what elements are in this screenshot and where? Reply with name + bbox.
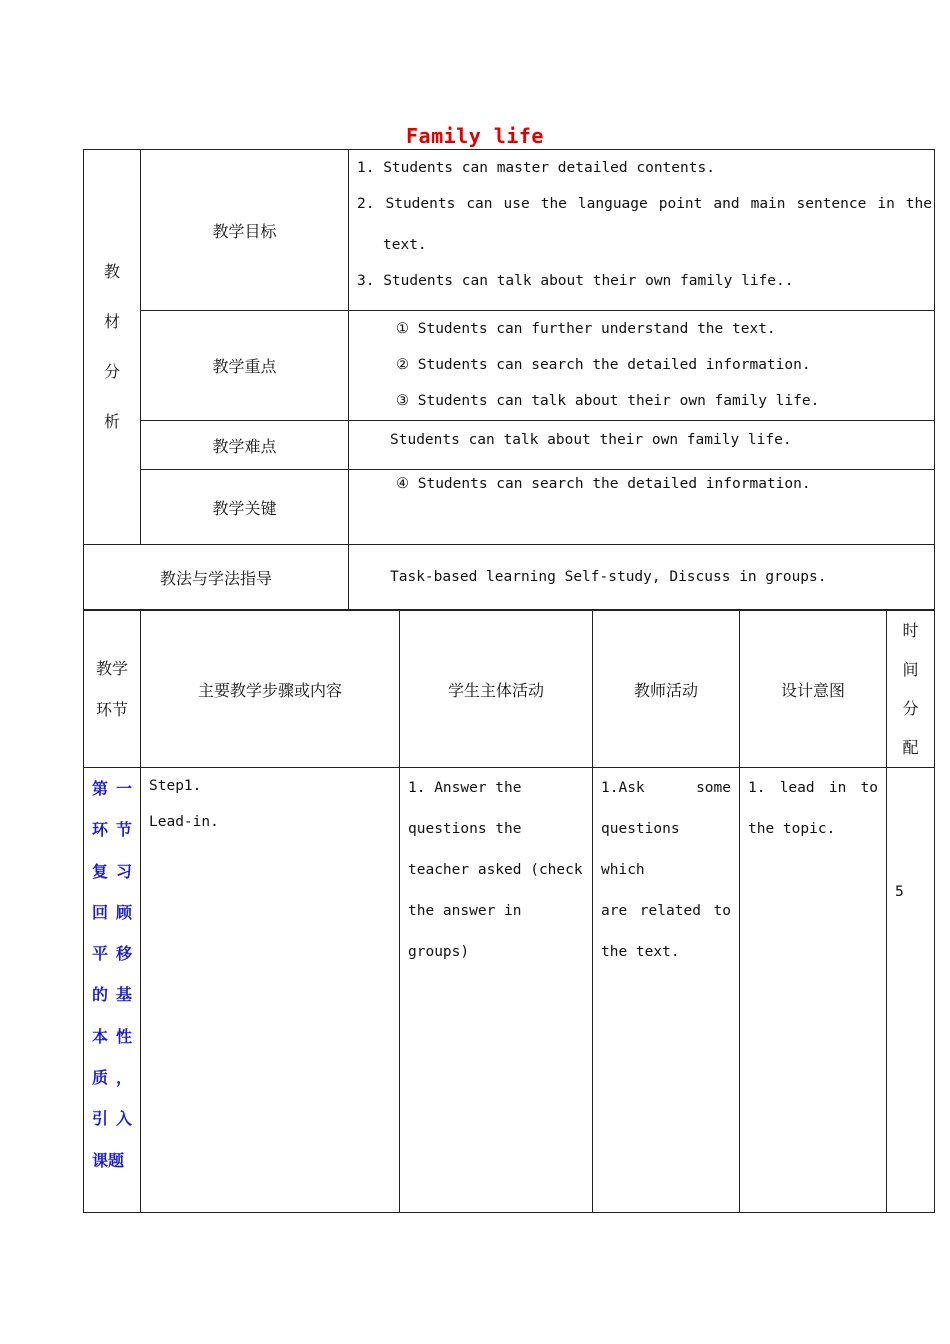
difficult-text: Students can talk about their own family life. (349, 421, 935, 470)
stage-label-char: 平 (92, 944, 109, 964)
stage-label-char: 第 (92, 779, 109, 798)
method-label: 教法与学法指导 (84, 545, 349, 610)
intent-line: the topic. (748, 821, 836, 837)
stage-label-char: 移 (115, 944, 132, 964)
stage-label-char: 一 (115, 779, 132, 798)
header-steps: 主要教学步骤或内容 (141, 611, 400, 768)
method-text: Task-based learning Self-study, Discuss in groups. (349, 545, 935, 610)
key-points (349, 311, 935, 421)
stage-label-char: 引 (92, 1109, 109, 1129)
stage-label-char: 顾 (115, 902, 132, 922)
goal-item: 3. Students can talk about their own family life.. (357, 273, 794, 289)
side-char: 教 (103, 262, 120, 281)
goal-item: 1. Students can master detailed contents. (357, 160, 715, 176)
process-table (83, 610, 935, 1213)
stage-label-char: 性 (115, 1026, 132, 1046)
goal-list (349, 150, 935, 311)
side-char: 材 (103, 312, 120, 331)
key-point: ② Students can search the detailed information. (396, 357, 811, 373)
page-title: Family life (406, 124, 544, 148)
stage1-label (84, 768, 141, 1213)
stage-label-char: 课题 (92, 1150, 125, 1170)
stage-label-row (92, 933, 132, 974)
key-point: ① Students can further understand the text. (396, 321, 776, 337)
student-line: 1. Answer the (408, 780, 522, 796)
goal-label: 教学目标 (141, 150, 349, 311)
goal-item-continued: text. (383, 237, 427, 253)
header-teacher: 教师活动 (593, 611, 740, 768)
teacher-line: questions which (601, 821, 680, 878)
crux-text: ④ Students can search the detailed information. (349, 470, 935, 545)
crux-label: 教学关键 (141, 470, 349, 545)
header-intent: 设计意图 (740, 611, 887, 768)
stage-label-char: 复 (92, 861, 109, 881)
header-student: 学生主体活动 (400, 611, 593, 768)
stage-label-char: 入 (115, 1109, 132, 1129)
teacher-line: the text. (601, 944, 680, 960)
stage-label-char: 基 (115, 985, 132, 1005)
stage-label-row (92, 1016, 132, 1057)
stage-label-char: ， (115, 1068, 132, 1088)
stage-label-row (92, 1057, 132, 1098)
teacher-line: 1.Ask some (601, 780, 731, 796)
side-char: 分 (103, 362, 120, 381)
stage-label-row (92, 851, 132, 892)
stage-label-row (92, 974, 132, 1015)
stage-label-row (92, 809, 132, 850)
stage-label-char: 的 (92, 985, 109, 1005)
student-line: groups) (408, 944, 470, 960)
stage1-intent (740, 768, 887, 1213)
stage-label-row (92, 1098, 132, 1139)
stage1-student (400, 768, 593, 1213)
stage-label-char: 环 (92, 820, 109, 840)
stage1-teacher (593, 768, 740, 1213)
stage-label-row (92, 892, 132, 933)
key-point: ③ Students can talk about their own family life. (396, 393, 820, 409)
student-line: questions the (408, 821, 522, 837)
step-line: Lead-in. (149, 814, 219, 830)
stage-label-char: 质 (92, 1068, 109, 1088)
student-line: teacher asked (check (408, 862, 583, 878)
step-line: Step1. (149, 778, 202, 794)
analysis-side-label (84, 150, 141, 545)
side-char: 析 (103, 412, 120, 431)
stage-label-char: 本 (92, 1026, 109, 1046)
stage-label-row (92, 768, 132, 809)
stage1-steps (141, 768, 400, 1213)
goal-item: 2. Students can use the language point and main sentence in the (357, 196, 932, 212)
intent-line: 1. lead in to (748, 780, 878, 796)
key-label: 教学重点 (141, 311, 349, 421)
stage-label-char: 回 (92, 902, 109, 922)
analysis-table (83, 149, 935, 610)
header-time: 时 间 分 配 (887, 611, 935, 768)
stage-label-char: 节 (115, 820, 132, 840)
header-stage: 教学 环节 (84, 611, 141, 768)
stage-label-char: 习 (115, 861, 132, 881)
teacher-line: are related to (601, 903, 731, 919)
stage1-time: 5 (887, 768, 935, 1213)
stage-label-row (92, 1140, 132, 1181)
student-line: the answer in (408, 903, 522, 919)
difficult-label: 教学难点 (141, 421, 349, 470)
